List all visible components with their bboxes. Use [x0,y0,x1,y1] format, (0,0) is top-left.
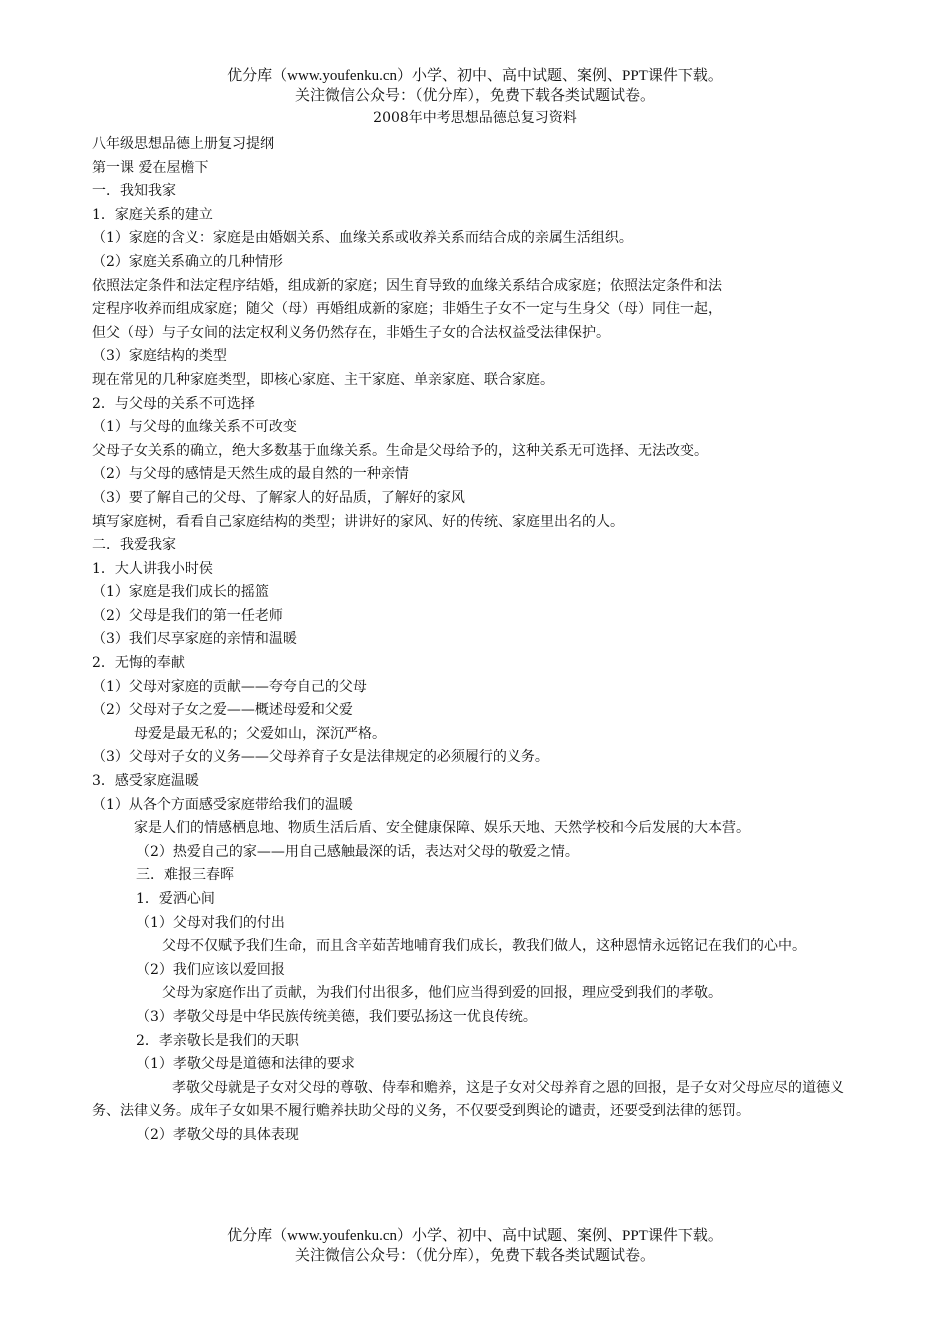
list-item: （1）父母对我们的付出 [136,914,285,931]
lesson-heading: 第一课 爱在屋檐下 [92,159,209,176]
header-wechat-line: 关注微信公众号：（优分库），免费下载各类试题试卷。 [294,88,655,104]
list-item: （1）父母对家庭的贡献——夸夸自己的父母 [92,678,367,695]
paragraph-line: 填写家庭树，看看自己家庭结构的类型；讲讲好的家风、好的传统、家庭里出名的人。 [92,513,624,530]
list-item: （1）家庭是我们成长的摇篮 [92,584,269,601]
document-body [92,133,862,1148]
subsection-heading: 2．与父母的关系不可选择 [92,395,255,412]
list-item: （3）我们尽享家庭的亲情和温暖 [92,631,297,648]
section-heading: 一．我知我家 [92,183,176,200]
footer-wechat-line: 关注微信公众号：（优分库），免费下载各类试题试卷。 [294,1248,655,1264]
list-item: （2）我们应该以爱回报 [136,961,285,978]
list-item: （1）与父母的血缘关系不可改变 [92,419,297,436]
subsection-heading: 1．爱洒心间 [136,891,215,907]
list-item: （2）孝敬父母的具体表现 [136,1126,299,1143]
footer-site-line: 优分库（www.youfenku.cn）小学、初中、高中试题、案例、PPT课件下载。 [227,1228,723,1244]
subsection-heading: 1．大人讲我小时侯 [92,560,213,577]
list-item: （2）父母是我们的第一任老师 [92,607,283,624]
subsection-heading: 2．无悔的奉献 [92,655,185,672]
paragraph-line: 现在常见的几种家庭类型，即核心家庭、主干家庭、单亲家庭、联合家庭。 [92,371,554,388]
list-item: （1）从各个方面感受家庭带给我们的温暖 [92,796,353,813]
list-item: （3）父母对子女的义务——父母养育子女是法律规定的必须履行的义务。 [92,749,549,766]
section-heading: 三．难报三春晖 [136,867,234,884]
subsection-heading: 2．孝亲敬长是我们的天职 [136,1032,299,1049]
page-footer [0,1226,950,1266]
paragraph-line: 父母子女关系的确立，绝大多数基于血缘关系。生命是父母给予的，这种关系无可选择、无法改变。 [92,442,708,459]
list-item: （3）孝敬父母是中华民族传统美德，我们要弘扬这一优良传统。 [136,1008,537,1025]
subsection-heading: 1．家庭关系的建立 [92,206,213,223]
list-item: （2）父母对子女之爱——概述母爱和父爱 [92,702,353,719]
paragraph-line: 父母不仅赋予我们生命，而且含辛茹苦地哺育我们成长，教我们做人，这种恩情永远铭记在我们的心中。 [162,938,806,955]
list-item: （2）家庭关系确立的几种情形 [92,253,283,270]
header-site-line: 优分库（www.youfenku.cn）小学、初中、高中试题、案例、PPT课件下载。 [227,68,723,84]
paragraph-line: 孝敬父母就是子女对父母的尊敬、侍奉和赡养，这是子女对父母养育之恩的回报，是子女对父母应尽的道德义务、法律义务。成年子女如果不履行赡养扶助父母的义务，不仅要受到舆论的谴责，还要受到法律的惩罚。 [92,1079,844,1120]
paragraph-line: 父母为家庭作出了贡献，为我们付出很多，他们应当得到爱的回报，理应受到我们的孝敬。 [162,985,722,1002]
list-item: （3）要了解自己的父母、了解家人的好品质，了解好的家风 [92,489,465,506]
list-item: （3）家庭结构的类型 [92,348,227,365]
list-item: （2）热爱自己的家——用自己感触最深的话，表达对父母的敬爱之情。 [136,843,579,860]
paragraph-line: 但父（母）与子女间的法定权利义务仍然存在，非婚生子女的合法权益受法律保护。 [92,324,610,341]
list-item: （1）孝敬父母是道德和法律的要求 [136,1056,355,1073]
paragraph-line: 依照法定条件和法定程序结婚，组成新的家庭；因生育导致的血缘关系结合成家庭；依照法定条件和法 [92,277,722,294]
paragraph-line: 定程序收养而组成家庭；随父（母）再婚组成新的家庭；非婚生子女不一定与生身父（母）同住一起， [92,301,722,318]
paragraph-line: 母爱是最无私的；父爱如山，深沉严格。 [134,725,386,742]
section-heading: 二．我爱我家 [92,537,176,554]
outline-title: 八年级思想品德上册复习提纲 [92,136,274,152]
page-header [0,66,950,106]
document-title: 2008年中考思想品德总复习资料 [373,110,577,126]
paragraph-line: 家是人们的情感栖息地、物质生活后盾、安全健康保障、娱乐天地、天然学校和今后发展的大本营。 [134,820,750,837]
subsection-heading: 3．感受家庭温暖 [92,773,199,790]
list-item: （2）与父母的感情是天然生成的最自然的一种亲情 [92,466,409,483]
list-item: （1）家庭的含义：家庭是由婚姻关系、血缘关系或收养关系而结合成的亲属生活组织。 [92,230,633,247]
